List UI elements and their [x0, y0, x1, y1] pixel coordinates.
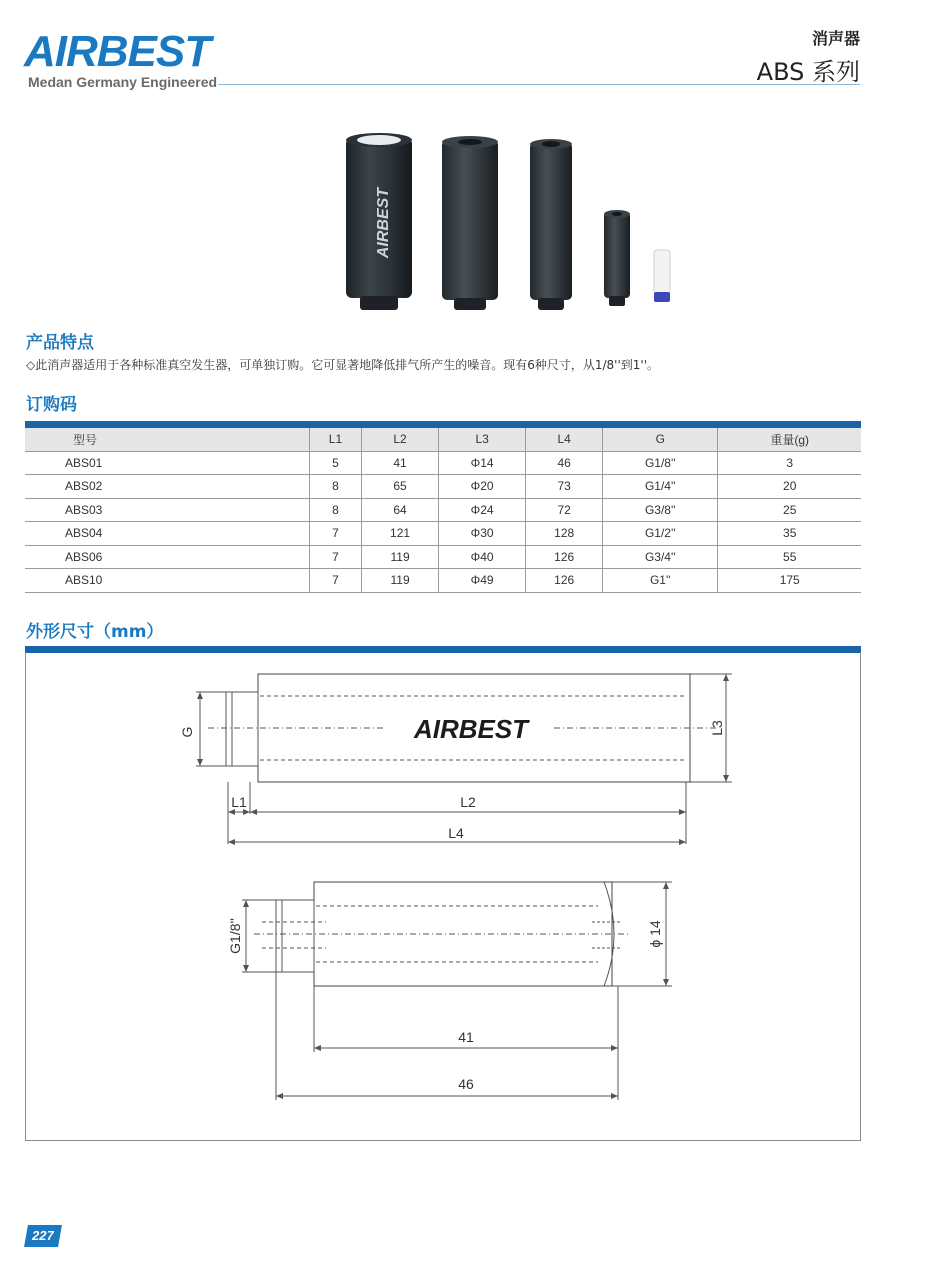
cell-weight: 25: [718, 498, 861, 522]
ordering-title: 订购码: [26, 395, 77, 415]
cell-l3: Φ24: [438, 498, 525, 522]
table-row: [25, 451, 861, 475]
col-header-weight: 重量(g): [718, 428, 861, 451]
cell-l1: 8: [309, 498, 361, 522]
table-row: [25, 545, 861, 569]
table-row: [25, 475, 861, 499]
table-top-bar: [25, 421, 861, 428]
cell-g: G1'': [603, 569, 718, 593]
cell-g: G1/2'': [603, 522, 718, 546]
cell-l4: 128: [526, 522, 603, 546]
table-row: [25, 522, 861, 546]
cell-l4: 126: [526, 545, 603, 569]
drawing-generic: [196, 674, 732, 844]
drawing-brand-label: AIRBEST: [413, 714, 529, 744]
dimensions-frame: [25, 652, 861, 1141]
cell-g: G1/8'': [603, 451, 718, 475]
label-l4: L4: [448, 825, 464, 841]
col-header-l1: L1: [309, 428, 361, 451]
airbest-logo: [24, 27, 224, 90]
silencer-medium: [442, 136, 498, 310]
features-title: 产品特点: [26, 333, 94, 353]
category-title: 消声器: [811, 29, 860, 48]
cell-l2: 64: [362, 498, 439, 522]
drawing-abs01: [242, 882, 672, 1100]
cell-l2: 65: [362, 475, 439, 499]
cell-l4: 72: [526, 498, 603, 522]
cell-g: G1/4'': [603, 475, 718, 499]
cell-model: ABS06: [25, 545, 309, 569]
cell-model: ABS01: [25, 451, 309, 475]
cell-l2: 41: [362, 451, 439, 475]
cell-l3: Φ14: [438, 451, 525, 475]
silencer-large: [346, 133, 412, 310]
dimensions-title: 外形尺寸（mm）: [26, 622, 164, 642]
table-header-row: [25, 428, 861, 451]
silencer-mini-white: [654, 250, 670, 302]
silencer-small: [530, 139, 572, 310]
product-brand-label: AIRBEST: [375, 187, 392, 259]
cell-l2: 121: [362, 522, 439, 546]
label-thread: G1/8'': [227, 918, 243, 954]
series-title: ABS 系列: [756, 58, 860, 86]
table-row: [25, 569, 861, 593]
cell-l1: 7: [309, 545, 361, 569]
cell-l4: 126: [526, 569, 603, 593]
table-row: [25, 498, 861, 522]
cell-weight: 20: [718, 475, 861, 499]
label-diameter: ϕ 14: [647, 920, 663, 948]
label-l2: L2: [460, 794, 476, 810]
cell-l1: 8: [309, 475, 361, 499]
col-header-g: G: [603, 428, 718, 451]
label-length: 41: [458, 1029, 474, 1045]
label-l1: L1: [231, 794, 247, 810]
cell-g: G3/4'': [603, 545, 718, 569]
cell-l4: 46: [526, 451, 603, 475]
label-total-length: 46: [458, 1076, 474, 1092]
page-number: 227: [24, 1225, 62, 1247]
product-photo: [340, 128, 680, 318]
col-header-model: 型号: [25, 428, 309, 451]
label-g: G: [179, 726, 195, 738]
cell-l1: 7: [309, 569, 361, 593]
cell-l4: 73: [526, 475, 603, 499]
cell-weight: 55: [718, 545, 861, 569]
logo-tagline: Medan Germany Engineered: [28, 74, 218, 90]
features-text: ◇此消声器适用于各种标准真空发生器，可单独订购。它可显著地降低排气所产生的噪音。现有6种尺寸，从1/8''到1''。: [26, 358, 660, 372]
cell-l3: Φ40: [438, 545, 525, 569]
cell-model: ABS10: [25, 569, 309, 593]
col-header-l2: L2: [362, 428, 439, 451]
silencer-tiny: [604, 210, 630, 306]
ordering-table: [25, 428, 861, 593]
dimension-drawings: [26, 652, 860, 1140]
cell-l2: 119: [362, 569, 439, 593]
cell-l1: 7: [309, 522, 361, 546]
cell-model: ABS02: [25, 475, 309, 499]
cell-weight: 175: [718, 569, 861, 593]
cell-model: ABS04: [25, 522, 309, 546]
label-l3: L3: [709, 720, 725, 736]
cell-l3: Φ49: [438, 569, 525, 593]
col-header-l4: L4: [526, 428, 603, 451]
col-header-l3: L3: [438, 428, 525, 451]
cell-l3: Φ20: [438, 475, 525, 499]
cell-weight: 3: [718, 451, 861, 475]
cell-l2: 119: [362, 545, 439, 569]
cell-g: G3/8'': [603, 498, 718, 522]
cell-weight: 35: [718, 522, 861, 546]
cell-l1: 5: [309, 451, 361, 475]
cell-l3: Φ30: [438, 522, 525, 546]
cell-model: ABS03: [25, 498, 309, 522]
logo-wordmark: AIRBEST: [24, 27, 211, 76]
